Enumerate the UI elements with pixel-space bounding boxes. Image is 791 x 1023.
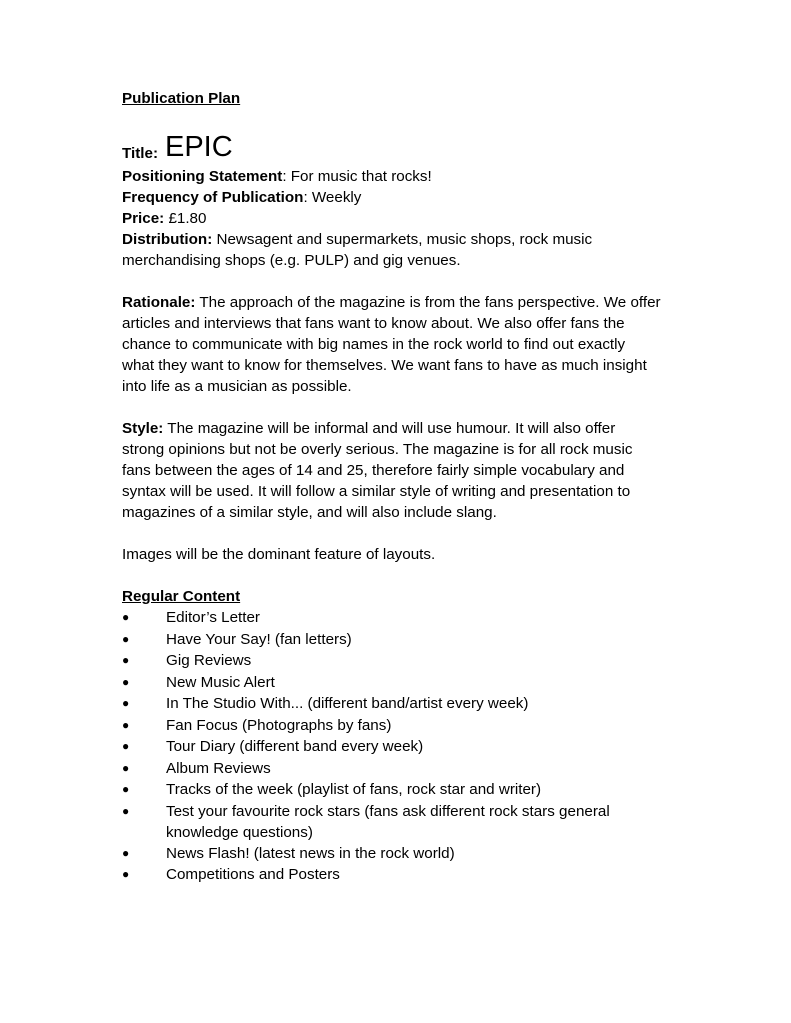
list-item-text: In The Studio With... (different band/artist every week) (166, 695, 529, 712)
bullet-icon: ● (122, 610, 130, 624)
rationale-paragraph (122, 292, 682, 397)
title-label: Title: (122, 145, 159, 162)
style-label: Style: (122, 420, 164, 437)
bullet-icon: ● (122, 867, 130, 881)
distribution-line-2: merchandising shops (e.g. PULP) and gig venues. (122, 252, 461, 269)
bullet-icon: ● (122, 631, 130, 646)
title-value: EPIC (165, 131, 233, 163)
style-paragraph (122, 418, 682, 523)
style-text: The magazine will be informal and will use humour. It will also offer (163, 420, 616, 437)
distribution-value-1: Newsagent and supermarkets, music shops, rock music (212, 231, 593, 248)
list-item-text: Gig Reviews (166, 652, 252, 669)
rationale-text: The approach of the magazine is from the fans perspective. We offer (195, 294, 661, 311)
list-item (122, 843, 682, 865)
style-line: syntax will be used. It will follow a similar style of writing and presentation to (122, 483, 631, 500)
rationale-line: chance to communicate with big names in the rock world to find out exactly (122, 336, 626, 353)
list-item-text: Album Reviews (166, 759, 271, 777)
title-row (122, 130, 682, 166)
list-item-text: Test your favourite rock stars (fans ask different rock stars general (166, 802, 610, 820)
list-item (122, 864, 682, 886)
distribution-line (122, 229, 682, 250)
list-item (122, 715, 682, 737)
bullet-icon: ● (122, 653, 130, 667)
frequency-label: Frequency of Publication (122, 189, 304, 206)
bullet-icon: ● (122, 739, 130, 753)
list-item-text: Have Your Say! (fan letters) (166, 630, 352, 648)
price-line (122, 208, 682, 229)
price-label: Price: (122, 210, 165, 227)
list-item-text: News Flash! (latest news in the rock world) (166, 844, 455, 862)
style-line: magazines of a similar style, and will also include slang. (122, 504, 497, 521)
bullet-icon: ● (122, 782, 130, 796)
list-item (122, 672, 682, 694)
bullet-icon: ● (122, 760, 130, 775)
list-item-text: Fan Focus (Photographs by fans) (166, 716, 392, 734)
bullet-icon: ● (122, 696, 130, 710)
rationale-line: articles and interviews that fans want to know about. We also offer fans the (122, 315, 625, 332)
list-item-text: Tracks of the week (playlist of fans, rock star and writer) (166, 781, 542, 798)
regular-content-list (122, 607, 682, 886)
rationale-line (122, 292, 682, 313)
list-item-text: Editor’s Letter (166, 609, 260, 626)
positioning-value: : For music that rocks! (282, 168, 432, 185)
list-item (122, 801, 682, 843)
rationale-line: what they want to know for themselves. We want fans to have as much insight (122, 357, 647, 374)
list-item-text: Tour Diary (different band every week) (166, 738, 424, 755)
regular-content-heading: Regular Content (122, 588, 241, 605)
list-item (122, 779, 682, 801)
bullet-icon: ● (122, 717, 130, 732)
list-item (122, 693, 682, 715)
positioning-label: Positioning Statement (122, 168, 283, 185)
bullet-icon: ● (122, 674, 130, 689)
list-item (122, 629, 682, 651)
document-page (122, 88, 682, 886)
list-item-text: Competitions and Posters (166, 866, 340, 883)
list-item (122, 758, 682, 780)
bullet-icon: ● (122, 803, 130, 818)
frequency-line (122, 187, 682, 208)
document-heading: Publication Plan (122, 90, 241, 107)
style-line (122, 418, 682, 439)
positioning-statement (122, 166, 682, 187)
list-item (122, 650, 682, 672)
rationale-label: Rationale: (122, 294, 196, 311)
list-item (122, 736, 682, 758)
style-line: fans between the ages of 14 and 25, therefore fairly simple vocabulary and (122, 462, 625, 479)
distribution-label: Distribution: (122, 231, 213, 248)
price-value: £1.80 (164, 210, 207, 227)
images-note: Images will be the dominant feature of layouts. (122, 546, 436, 563)
list-item-text-continuation: knowledge questions) (166, 823, 313, 841)
frequency-value: : Weekly (303, 189, 362, 206)
list-item-text: New Music Alert (166, 673, 275, 691)
list-item (122, 607, 682, 629)
bullet-icon: ● (122, 845, 130, 860)
style-line: strong opinions but not be overly serious. The magazine is for all rock music (122, 441, 633, 458)
rationale-line: into life as a musician as possible. (122, 378, 352, 395)
